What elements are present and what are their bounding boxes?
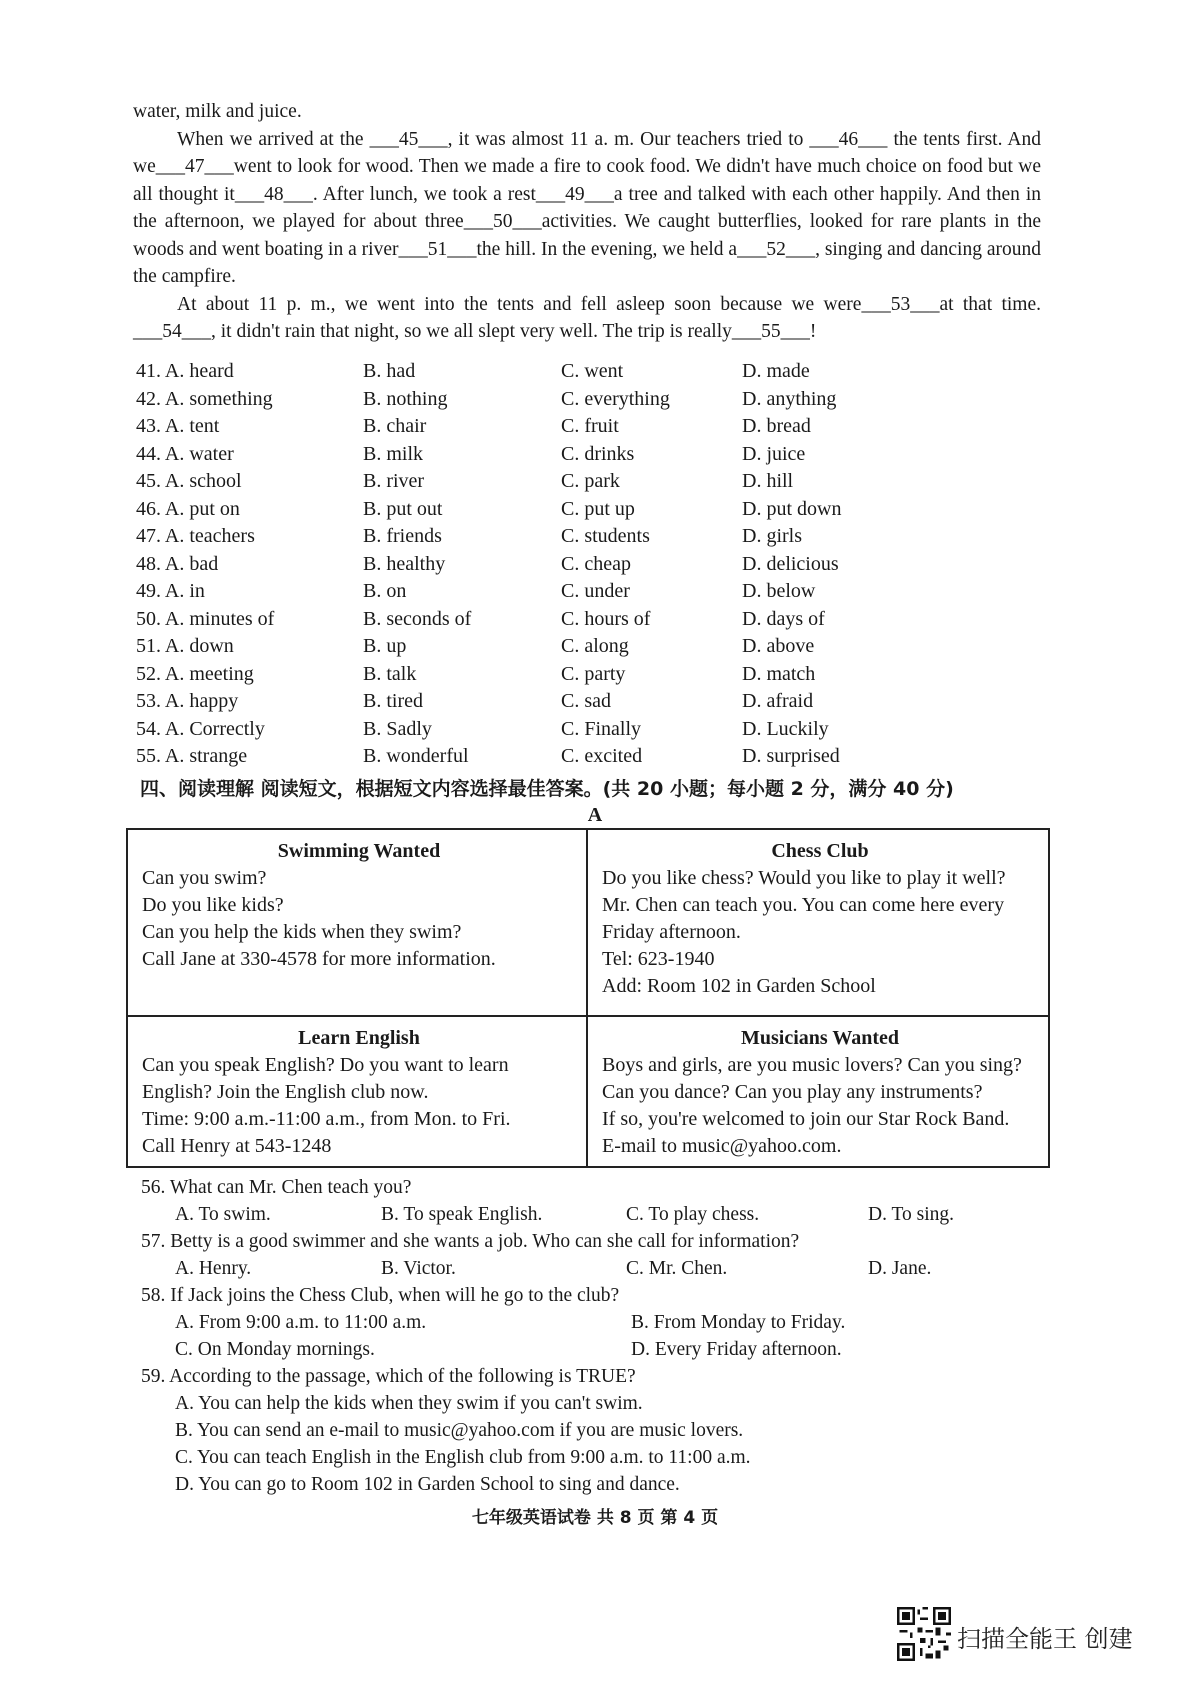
option-d: D. surprised	[742, 745, 840, 767]
ad-title: Learn English	[298, 1027, 420, 1049]
option-c: C. under	[561, 580, 630, 602]
option-b: B. talk	[363, 662, 417, 685]
option-row	[136, 743, 896, 771]
option-b: B. From Monday to Friday.	[631, 1312, 846, 1333]
option-row	[136, 688, 896, 716]
reading-questions	[141, 1174, 1021, 1498]
option-b: B. up	[363, 635, 407, 657]
option-a: 52. A. meeting	[136, 662, 254, 685]
scanner-watermark: 扫描全能王 创建	[957, 1625, 1133, 1653]
option-c: C. drinks	[561, 442, 635, 465]
ad-title: Musicians Wanted	[741, 1027, 899, 1049]
passage-paragraph-3: At about 11 p. m., we went into the tents and fell asleep soon because we were___53___at that time. ___54___, it didn't rain that night, so we all slept very well. The trip is really___55___!	[133, 293, 1041, 342]
question-58-options-ab	[141, 1309, 1021, 1336]
option-c: C. hours of	[561, 607, 651, 630]
option-c: C. went	[561, 360, 624, 382]
option-d: D. Luckily	[742, 717, 829, 740]
option-row	[136, 551, 896, 579]
option-b: B. chair	[363, 415, 427, 437]
question-59-option-d	[141, 1471, 1021, 1498]
ad-line: Call Jane at 330-4578 for more information.	[142, 948, 496, 970]
cloze-options	[136, 358, 896, 771]
qr-code-icon	[897, 1607, 951, 1661]
option-a: 45. A. school	[136, 470, 242, 492]
option-row	[136, 468, 896, 496]
option-a: A. Henry.	[175, 1258, 252, 1279]
option-d: D. made	[742, 360, 810, 382]
option-d: D. Jane.	[868, 1258, 932, 1279]
ad-line: English? Join the English club now.	[142, 1081, 429, 1103]
option-d: D. Every Friday afternoon.	[631, 1339, 842, 1360]
ad-line: Boys and girls, are you music lovers? Can you sing?	[602, 1054, 1022, 1076]
ad-line: Do you like chess? Would you like to play it well?	[602, 867, 1006, 889]
option-a: 55. A. strange	[136, 745, 248, 767]
option-row	[136, 606, 896, 634]
option-a: 50. A. minutes of	[136, 607, 275, 630]
option-b: B. To speak English.	[381, 1204, 543, 1225]
ad-swimming-wanted	[128, 830, 588, 1017]
option-a: A. To swim.	[175, 1204, 271, 1225]
option-row	[136, 633, 896, 661]
option-d: D. juice	[742, 442, 806, 465]
option-a: A. You can help the kids when they swim if you can't swim.	[175, 1393, 643, 1414]
option-b: B. river	[363, 470, 425, 492]
option-d: D. afraid	[742, 690, 814, 712]
option-a: 42. A. something	[136, 387, 273, 410]
option-b: B. had	[363, 360, 416, 382]
option-b: B. seconds of	[363, 607, 472, 630]
option-row	[136, 496, 896, 524]
option-c: C. students	[561, 525, 650, 547]
ad-line: Add: Room 102 in Garden School	[602, 975, 876, 997]
option-a: 44. A. water	[136, 442, 234, 465]
ad-line: Can you speak English? Do you want to learn	[142, 1054, 509, 1076]
option-c: C. Mr. Chen.	[626, 1258, 728, 1279]
option-c: C. Finally	[561, 717, 642, 740]
option-a: 47. A. teachers	[136, 525, 255, 547]
ad-chess-club	[588, 830, 1048, 1017]
option-a: 43. A. tent	[136, 415, 220, 437]
ad-line: Time: 9:00 a.m.-11:00 a.m., from Mon. to Fri.	[142, 1108, 511, 1130]
option-d: D. hill	[742, 470, 794, 492]
option-a: 53. A. happy	[136, 690, 239, 712]
option-a: 49. A. in	[136, 580, 205, 602]
option-c: C. cheap	[561, 552, 631, 575]
ad-line: Can you dance? Can you play any instruments?	[602, 1081, 983, 1103]
section-heading: 四、阅读理解 阅读短文，根据短文内容选择最佳答案。(共 20 小题；每小题 2 分，满分 40 分)	[140, 778, 954, 800]
option-b: B. milk	[363, 442, 424, 465]
ad-line: Friday afternoon.	[602, 921, 741, 943]
ad-line: Call Henry at 543-1248	[142, 1135, 332, 1157]
passage-paragraph-2: When we arrived at the ___45___, it was almost 11 a. m. Our teachers tried to ___46___ the tents first. And we___47___went to look for wood. Then we made a fire to cook food. We didn't have much choice on food but we all thought it___48___. After lunch, we took a rest___49___a tree and talked with each other happily. And then in the afternoon, we played for about three___50___activities. We caught butterflies, looked for rare plants in the woods and went boating in a river___51___the hill. In the evening, we held a___52___, singing and dancing around the campfire.	[133, 128, 1041, 287]
option-b: B. healthy	[363, 552, 446, 575]
question-stem: 56. What can Mr. Chen teach you?	[141, 1177, 412, 1198]
option-row	[136, 358, 896, 386]
option-d: D. To sing.	[868, 1204, 955, 1225]
ad-title: Swimming Wanted	[277, 840, 441, 862]
question-56-options	[141, 1201, 1021, 1228]
ad-musicians-wanted	[588, 1017, 1048, 1166]
section-label: A	[587, 804, 603, 826]
ad-title: Chess Club	[771, 840, 869, 862]
option-row	[136, 523, 896, 551]
option-c: C. everything	[561, 387, 670, 410]
ads-table	[126, 828, 1050, 1168]
question-58-options-cd	[141, 1336, 1021, 1363]
option-d: D. delicious	[742, 552, 839, 575]
question-56	[141, 1174, 1021, 1201]
option-c: C. excited	[561, 745, 643, 767]
option-c: C. To play chess.	[626, 1204, 760, 1225]
page-footer: 七年级英语试卷 共 8 页 第 4 页	[471, 1508, 719, 1528]
option-c: C. sad	[561, 690, 611, 712]
option-c: C. You can teach English in the English club from 9:00 a.m. to 11:00 a.m.	[175, 1447, 751, 1468]
option-row	[136, 441, 896, 469]
option-a: A. From 9:00 a.m. to 11:00 a.m.	[175, 1312, 427, 1333]
option-d: D. match	[742, 662, 816, 685]
option-b: B. Victor.	[381, 1258, 456, 1279]
option-d: D. You can go to Room 102 in Garden School to sing and dance.	[175, 1474, 680, 1495]
option-b: B. friends	[363, 525, 442, 547]
question-58	[141, 1282, 1021, 1309]
option-c: C. fruit	[561, 415, 619, 437]
ad-learn-english	[128, 1017, 588, 1166]
option-b: B. Sadly	[363, 717, 432, 740]
option-c: C. put up	[561, 497, 635, 520]
option-d: D. below	[742, 580, 816, 602]
option-d: D. above	[742, 635, 815, 657]
option-a: 54. A. Correctly	[136, 717, 265, 740]
ad-line: Do you like kids?	[142, 894, 284, 916]
option-b: B. nothing	[363, 387, 448, 410]
option-row	[136, 578, 896, 606]
option-c: C. park	[561, 470, 620, 492]
ad-line: Tel: 623-1940	[602, 948, 715, 970]
option-b: B. put out	[363, 497, 443, 520]
question-57	[141, 1228, 1021, 1255]
question-59-option-b	[141, 1417, 1021, 1444]
ad-line: Can you swim?	[142, 867, 267, 889]
question-59-option-c	[141, 1444, 1021, 1471]
option-c: C. On Monday mornings.	[175, 1339, 375, 1360]
option-row	[136, 661, 896, 689]
option-row	[136, 716, 896, 744]
question-stem: 57. Betty is a good swimmer and she wants a job. Who can she call for information?	[141, 1231, 800, 1252]
option-d: D. put down	[742, 497, 842, 520]
option-d: D. days of	[742, 607, 825, 630]
option-b: B. tired	[363, 690, 423, 712]
option-b: B. You can send an e-mail to music@yahoo.com if you are music lovers.	[175, 1420, 744, 1441]
option-row	[136, 413, 896, 441]
option-d: D. girls	[742, 525, 802, 547]
option-a: 46. A. put on	[136, 497, 240, 520]
ad-line: Can you help the kids when they swim?	[142, 921, 462, 943]
question-stem: 58. If Jack joins the Chess Club, when will he go to the club?	[141, 1285, 620, 1306]
option-b: B. wonderful	[363, 745, 469, 767]
question-stem: 59. According to the passage, which of the following is TRUE?	[141, 1366, 636, 1387]
option-a: 48. A. bad	[136, 552, 219, 575]
option-a: 51. A. down	[136, 635, 234, 657]
ad-line: E-mail to music@yahoo.com.	[602, 1135, 842, 1157]
option-a: 41. A. heard	[136, 360, 234, 382]
question-59	[141, 1363, 1021, 1390]
question-59-option-a	[141, 1390, 1021, 1417]
ad-line: If so, you're welcomed to join our Star Rock Band.	[602, 1108, 1010, 1130]
option-b: B. on	[363, 580, 407, 602]
ad-line: Mr. Chen can teach you. You can come here every	[602, 894, 1005, 916]
option-c: C. party	[561, 662, 626, 685]
option-d: D. anything	[742, 387, 837, 410]
passage-paragraph-1: water, milk and juice.	[133, 101, 302, 122]
option-d: D. bread	[742, 415, 811, 437]
option-row	[136, 386, 896, 414]
option-c: C. along	[561, 635, 629, 657]
question-57-options	[141, 1255, 1021, 1282]
cloze-passage	[133, 98, 1041, 346]
